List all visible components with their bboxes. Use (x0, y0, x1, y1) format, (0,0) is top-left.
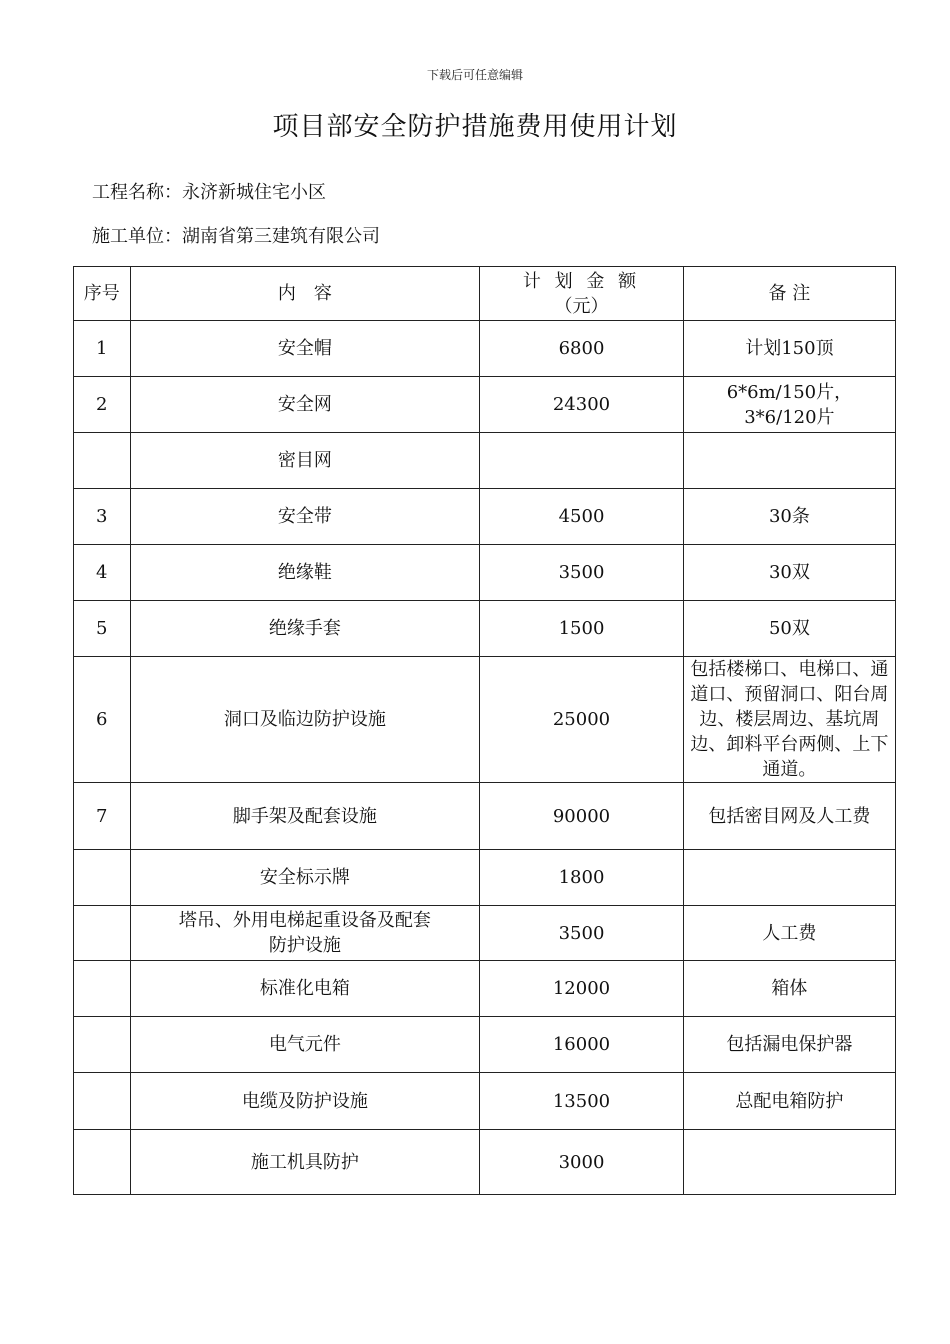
cell-content: 电缆及防护设施 (130, 1073, 480, 1130)
table-header-row (74, 267, 896, 321)
cell-no (74, 850, 131, 906)
document-title: 项目部安全防护措施费用使用计划 (272, 112, 678, 142)
cell-no: 4 (74, 545, 131, 601)
cell-remark: 6*6m/150片， 3*6/120片 (683, 377, 895, 433)
cell-remark: 人工费 (683, 906, 895, 961)
cell-amount: 13500 (480, 1073, 684, 1130)
cell-content: 标准化电箱 (130, 961, 480, 1017)
cell-content: 绝缘鞋 (130, 545, 480, 601)
cell-amount: 90000 (480, 783, 684, 850)
cell-content: 安全带 (130, 489, 480, 545)
header-amount (480, 267, 684, 321)
cell-remark: 50双 (683, 601, 895, 657)
cell-no (74, 961, 131, 1017)
header-content: 内 容 (130, 267, 480, 321)
table-row (74, 1073, 896, 1130)
cell-no (74, 1017, 131, 1073)
cell-amount: 3500 (480, 906, 684, 961)
cell-remark: 计划150顶 (683, 321, 895, 377)
cell-amount: 4500 (480, 489, 684, 545)
header-amount-line1: 计 划 金 额 (522, 270, 641, 292)
cell-no: 3 (74, 489, 131, 545)
table-row (74, 961, 896, 1017)
cell-no: 1 (74, 321, 131, 377)
cell-amount (480, 433, 684, 489)
cell-no (74, 433, 131, 489)
cell-content: 洞口及临边防护设施 (130, 657, 480, 783)
cell-remark (683, 433, 895, 489)
cell-remark: 30双 (683, 545, 895, 601)
contractor-label: 施工单位： (92, 226, 182, 247)
cell-amount: 12000 (480, 961, 684, 1017)
cell-no (74, 1130, 131, 1195)
table-row (74, 783, 896, 850)
cell-amount: 1500 (480, 601, 684, 657)
project-name-label: 工程名称： (92, 182, 182, 203)
table-row (74, 850, 896, 906)
cell-amount: 16000 (480, 1017, 684, 1073)
project-name-value: 永济新城住宅小区 (182, 182, 326, 203)
header-amount-line2: （元） (554, 295, 609, 317)
cell-content: 塔吊、外用电梯起重设备及配套 防护设施 (130, 906, 480, 961)
table-row (74, 489, 896, 545)
cell-content: 绝缘手套 (130, 601, 480, 657)
table-row (74, 906, 896, 961)
table-row (74, 657, 896, 783)
contractor-value: 湖南省第三建筑有限公司 (182, 226, 380, 247)
header-no: 序号 (74, 267, 131, 321)
cell-content: 安全帽 (130, 321, 480, 377)
cell-content: 密目网 (130, 433, 480, 489)
cell-no: 6 (74, 657, 131, 783)
cell-no (74, 1073, 131, 1130)
contractor-line (92, 222, 380, 248)
cell-amount: 24300 (480, 377, 684, 433)
cell-content: 电气元件 (130, 1017, 480, 1073)
cell-content: 脚手架及配套设施 (130, 783, 480, 850)
cell-remark: 包括楼梯口、电梯口、通道口、预留洞口、阳台周边、楼层周边、基坑周边、卸料平台两侧、上下通道。 (683, 657, 895, 783)
cell-remark: 30条 (683, 489, 895, 545)
table-row (74, 321, 896, 377)
cost-plan-table (73, 266, 896, 1195)
cell-amount: 3000 (480, 1130, 684, 1195)
table-row (74, 377, 896, 433)
cell-remark (683, 850, 895, 906)
cell-remark (683, 1130, 895, 1195)
cell-amount: 25000 (480, 657, 684, 783)
cell-remark: 包括密目网及人工费 (683, 783, 895, 850)
cell-no: 5 (74, 601, 131, 657)
header-remark: 备 注 (683, 267, 895, 321)
table-row (74, 433, 896, 489)
table-row (74, 601, 896, 657)
cell-remark: 箱体 (683, 961, 895, 1017)
table-row (74, 1130, 896, 1195)
table-row (74, 1017, 896, 1073)
cell-remark: 总配电箱防护 (683, 1073, 895, 1130)
cell-amount: 3500 (480, 545, 684, 601)
header-note: 下载后可任意编辑 (426, 68, 523, 82)
cell-content: 施工机具防护 (130, 1130, 480, 1195)
cell-no: 7 (74, 783, 131, 850)
cell-content: 安全标示牌 (130, 850, 480, 906)
table-row (74, 545, 896, 601)
project-name-line (92, 178, 326, 204)
cell-no: 2 (74, 377, 131, 433)
cell-content: 安全网 (130, 377, 480, 433)
cell-amount: 6800 (480, 321, 684, 377)
cell-no (74, 906, 131, 961)
cell-remark: 包括漏电保护器 (683, 1017, 895, 1073)
cell-amount: 1800 (480, 850, 684, 906)
